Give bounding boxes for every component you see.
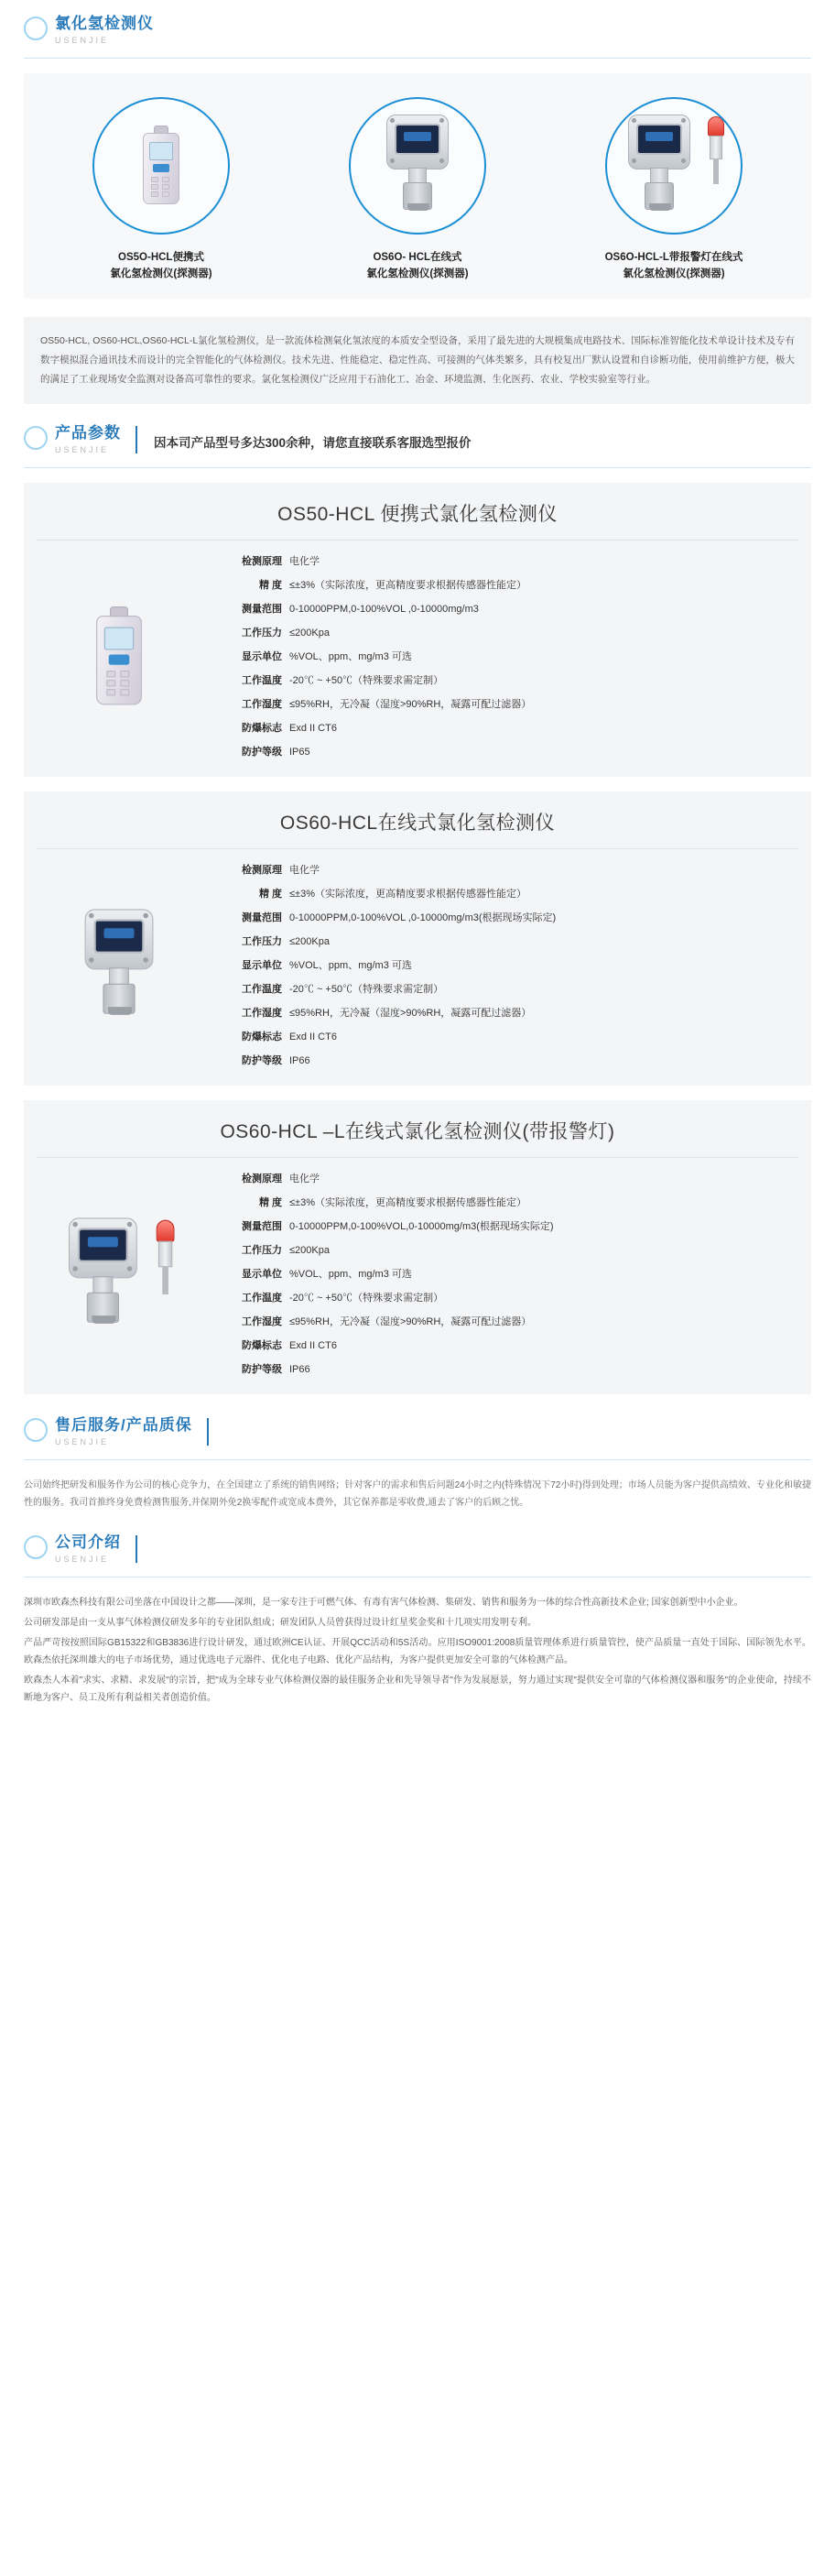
table-row <box>201 858 798 882</box>
table-row <box>201 1025 798 1049</box>
table-row <box>201 906 798 930</box>
table-row <box>201 1215 798 1239</box>
params-section-title: 产品参数 <box>55 424 121 442</box>
spec-card-image <box>37 1187 201 1361</box>
spec-val-accuracy: ≤±3%（实际浓度，更高精度要求根据传感器性能定） <box>289 580 526 591</box>
table-row <box>201 621 798 645</box>
spec-key-exproof: 防爆标志 <box>242 1031 282 1042</box>
spec-val-exproof: Exd II CT6 <box>289 1340 337 1351</box>
table-row <box>201 550 798 573</box>
spec-val-temp: -20℃ ~ +50℃（特殊要求需定制） <box>289 1293 444 1304</box>
spec-val-pressure: ≤200Kpa <box>289 1245 330 1256</box>
brand-label: USENJIE <box>55 1437 110 1446</box>
table-row <box>201 1262 798 1286</box>
spec-card-title: OS60-HCL –L在线式氯化氢检测仪(带报警灯) <box>220 1121 615 1142</box>
header-title-block <box>0 0 835 50</box>
spec-key-pressure: 工作压力 <box>242 1245 282 1256</box>
spec-key-range: 测量范围 <box>242 604 282 615</box>
spec-val-unit: %VOL、ppm、mg/m3 可选 <box>289 960 412 971</box>
brand-label: USENJIE <box>55 36 110 45</box>
table-row <box>201 1286 798 1310</box>
vertical-rule <box>136 426 137 453</box>
spec-key-temp: 工作温度 <box>242 984 282 995</box>
table-row <box>201 882 798 906</box>
spec-val-unit: %VOL、ppm、mg/m3 可选 <box>289 1269 412 1280</box>
product-image-frame <box>605 97 743 235</box>
spec-key-principle: 检测原理 <box>242 865 282 876</box>
spec-val-principle: 电化学 <box>289 1173 320 1184</box>
online-transmitter-illustration <box>79 905 159 1026</box>
service-section-header <box>0 1394 835 1452</box>
trio-caption <box>308 249 527 282</box>
spec-key-principle: 检测原理 <box>242 1173 282 1184</box>
spec-key-temp: 工作温度 <box>242 1293 282 1304</box>
spec-card-os60-hcl <box>24 791 811 1086</box>
spec-key-range: 测量范围 <box>242 912 282 923</box>
spec-key-exproof: 防爆标志 <box>242 723 282 734</box>
table-row <box>201 1191 798 1215</box>
table-row <box>201 573 798 597</box>
page-title: 氯化氢检测仪 <box>55 15 154 32</box>
online-transmitter-alarm-illustration <box>623 111 725 221</box>
spec-key-unit: 显示单位 <box>242 960 282 971</box>
spec-key-unit: 显示单位 <box>242 1269 282 1280</box>
table-row <box>201 1334 798 1358</box>
spec-table <box>201 858 798 1073</box>
trio-item-online[interactable] <box>308 97 527 282</box>
table-row <box>201 645 798 669</box>
spec-val-humidity: ≤95%RH，无冷凝（湿度>90%RH，凝露可配过滤器） <box>289 1008 532 1019</box>
circle-decoration-icon <box>24 16 48 40</box>
spec-val-range: 0-10000PPM,0-100%VOL,0-10000mg/m3(根据现场实际定) <box>289 1221 554 1232</box>
spec-key-accuracy: 精 度 <box>258 889 282 900</box>
spec-card-title: OS60-HCL在线式氯化氢检测仪 <box>279 813 556 834</box>
spec-key-ip: 防护等级 <box>242 747 282 758</box>
spec-val-ip: IP66 <box>289 1364 310 1375</box>
table-row <box>201 693 798 716</box>
trio-caption-line1: OS5O-HCL便携式 <box>118 252 204 263</box>
spec-key-humidity: 工作湿度 <box>242 699 282 710</box>
spec-val-principle: 电化学 <box>289 865 320 876</box>
spec-val-range: 0-10000PPM,0-100%VOL ,0-10000mg/m3(根据现场实际定) <box>289 912 557 923</box>
spec-val-humidity: ≤95%RH，无冷凝（湿度>90%RH，凝露可配过滤器） <box>289 1316 532 1327</box>
spec-val-accuracy: ≤±3%（实际浓度，更高精度要求根据传感器性能定） <box>289 889 526 900</box>
spec-val-pressure: ≤200Kpa <box>289 628 330 639</box>
params-section-note: 因本司产品型号多达300余种，请您直接联系客服选型报价 <box>154 435 472 450</box>
trio-caption-line1: OS6O-HCL-L带报警灯在线式 <box>604 252 743 263</box>
vertical-rule <box>136 1535 137 1563</box>
spec-card-os60-hcl-l <box>24 1100 811 1394</box>
spec-val-pressure: ≤200Kpa <box>289 936 330 947</box>
spec-key-temp: 工作温度 <box>242 675 282 686</box>
spec-card-image <box>37 570 201 744</box>
spec-val-humidity: ≤95%RH，无冷凝（湿度>90%RH，凝露可配过滤器） <box>289 699 532 710</box>
trio-caption-line2: 氯化氢检测仪(探测器) <box>110 268 212 279</box>
trio-caption-line2: 氯化氢检测仪(探测器) <box>366 268 469 279</box>
handheld-detector-illustration <box>143 124 179 208</box>
spec-val-exproof: Exd II CT6 <box>289 723 337 734</box>
company-paragraphs <box>24 1587 811 1707</box>
spec-val-unit: %VOL、ppm、mg/m3 可选 <box>289 651 412 662</box>
table-row <box>201 669 798 693</box>
table-row <box>201 1049 798 1073</box>
spec-table <box>201 550 798 764</box>
alarm-lamp-icon <box>156 1220 176 1294</box>
table-row <box>201 1310 798 1334</box>
circle-decoration-icon <box>24 426 48 450</box>
spec-key-humidity: 工作湿度 <box>242 1316 282 1327</box>
spec-key-pressure: 工作压力 <box>242 936 282 947</box>
spec-key-exproof: 防爆标志 <box>242 1340 282 1351</box>
trio-caption-line1: OS6O- HCL在线式 <box>373 252 462 263</box>
spec-val-temp: -20℃ ~ +50℃（特殊要求需定制） <box>289 675 444 686</box>
product-image-frame <box>92 97 230 235</box>
company-paragraph-4: 欧森杰人本着"求实、求精、求发展"的宗旨，把"成为全球专业气体检测仪器的最佳服务企业和先导领导者"作为发展愿景，努力通过实现"提供安全可靠的气体检测仪器和服务"的企业使命，持续不断地为客户、员工及所有利益相关者创造价值。 <box>24 1675 811 1703</box>
trio-item-portable[interactable] <box>51 97 271 282</box>
service-paragraph: 公司始终把研发和服务作为公司的核心竞争力，在全国建立了系统的销售网络；针对客户的需求和售后问题24小时之内(特殊情况下72小时)得到处理；市场人员能为客户提供高绩效、专业化和敏捷性的服务。我司首推终身免费检测售服务,并保期外免2换零配件或宽成本费外，其它保养都是零收费,通去了客户的后顾之忧。 <box>24 1480 811 1508</box>
alarm-lamp-icon <box>707 116 725 184</box>
product-intro-paragraph: OS50-HCL, OS60-HCL,OS60-HCL-L氯化氢检测仪，是一款流体检测氣化氢浓度的本质安全型设备，采用了最先进的大规模集成电路技术、国际标准智能化技术单设计技术及专有数字模拟混合通讯技术而设计的完全智能化的气体检测仪。技术先进、性能稳定、稳定性高、可接测的气体类繁多，具有校复出厂默认设置和自诊断功能，使用前维护方便，极大的满足了工业现场安全监测对设备高可靠性的要求。氯化氢检测仪广泛应用于石油化工、冶金、环境监测、生化医药、农业、学校实验室等行业。 <box>24 317 811 404</box>
company-section-header <box>0 1512 835 1569</box>
spec-key-range: 测量范围 <box>242 1221 282 1232</box>
spec-key-accuracy: 精 度 <box>258 1197 282 1208</box>
table-row <box>201 1001 798 1025</box>
spec-val-ip: IP66 <box>289 1055 310 1066</box>
spec-key-humidity: 工作湿度 <box>242 1008 282 1019</box>
spec-key-unit: 显示单位 <box>242 651 282 662</box>
company-section-title: 公司介绍 <box>55 1534 121 1551</box>
header-divider <box>24 58 811 59</box>
spec-card-title: OS50-HCL 便携式氯化氢检测仪 <box>277 504 558 525</box>
company-paragraph-1: 深圳市欧森杰科技有限公司坐落在中国设计之都——深圳，是一家专注于可燃气体、有毒有害气体检测、集研发、销售和服务为一体的综合性高新技术企业; 国家创新型中小企业。 <box>24 1598 743 1608</box>
online-transmitter-alarm-illustration <box>62 1214 175 1335</box>
table-row <box>201 954 798 977</box>
company-paragraph-3: 产品严苛按按照国际GB15322和GB3836进行设计研发，通过欧洲CE认证、开展QCC活动和5S活动。应用ISO9001:2008质量管理体系进行质量管控，使产品质量一直处于国际、国际领先水平。欧森杰依托深圳雄大的电子市场优势，通过优选电子元器件、优化电子电路、优化产品结构，为客户提供更加安全可靠的气体检测产品。 <box>24 1638 811 1665</box>
trio-item-online-alarm[interactable] <box>564 97 784 282</box>
table-row <box>201 1167 798 1191</box>
brand-label: USENJIE <box>55 445 110 454</box>
table-row <box>201 1358 798 1381</box>
brand-label: USENJIE <box>55 1555 110 1564</box>
spec-card-os50-hcl <box>24 483 811 777</box>
spec-val-temp: -20℃ ~ +50℃（特殊要求需定制） <box>289 984 444 995</box>
spec-val-range: 0-10000PPM,0-100%VOL ,0-10000mg/m3 <box>289 604 479 615</box>
table-row <box>201 977 798 1001</box>
table-row <box>201 597 798 621</box>
handheld-detector-illustration <box>96 605 142 710</box>
product-trio-panel <box>24 73 811 299</box>
spec-val-accuracy: ≤±3%（实际浓度，更高精度要求根据传感器性能定） <box>289 1197 526 1208</box>
online-transmitter-illustration <box>381 111 454 221</box>
service-section-title: 售后服务/产品质保 <box>55 1416 192 1434</box>
table-row <box>201 930 798 954</box>
spec-val-exproof: Exd II CT6 <box>289 1031 337 1042</box>
trio-caption-line2: 氯化氢检测仪(探测器) <box>623 268 725 279</box>
circle-decoration-icon <box>24 1418 48 1442</box>
spec-card-image <box>37 879 201 1053</box>
spec-val-principle: 电化学 <box>289 556 320 567</box>
table-row <box>201 740 798 764</box>
spec-val-ip: IP65 <box>289 747 310 758</box>
table-row <box>201 1239 798 1262</box>
circle-decoration-icon <box>24 1535 48 1559</box>
product-image-frame <box>349 97 486 235</box>
vertical-rule <box>207 1418 209 1446</box>
params-section-header <box>0 404 835 460</box>
spec-key-ip: 防护等级 <box>242 1055 282 1066</box>
spec-key-ip: 防护等级 <box>242 1364 282 1375</box>
service-divider <box>24 1459 811 1460</box>
trio-caption <box>51 249 271 282</box>
spec-table <box>201 1167 798 1381</box>
spec-key-pressure: 工作压力 <box>242 628 282 639</box>
spec-key-accuracy: 精 度 <box>258 580 282 591</box>
params-divider <box>24 467 811 468</box>
trio-caption <box>564 249 784 282</box>
company-paragraph-2: 公司研发部是由一支从事气体检测仪研发多年的专业团队组成；研发团队人员曾获得过设计红星奖金奖和十几项实用发明专利。 <box>24 1618 537 1628</box>
table-row <box>201 716 798 740</box>
spec-key-principle: 检测原理 <box>242 556 282 567</box>
